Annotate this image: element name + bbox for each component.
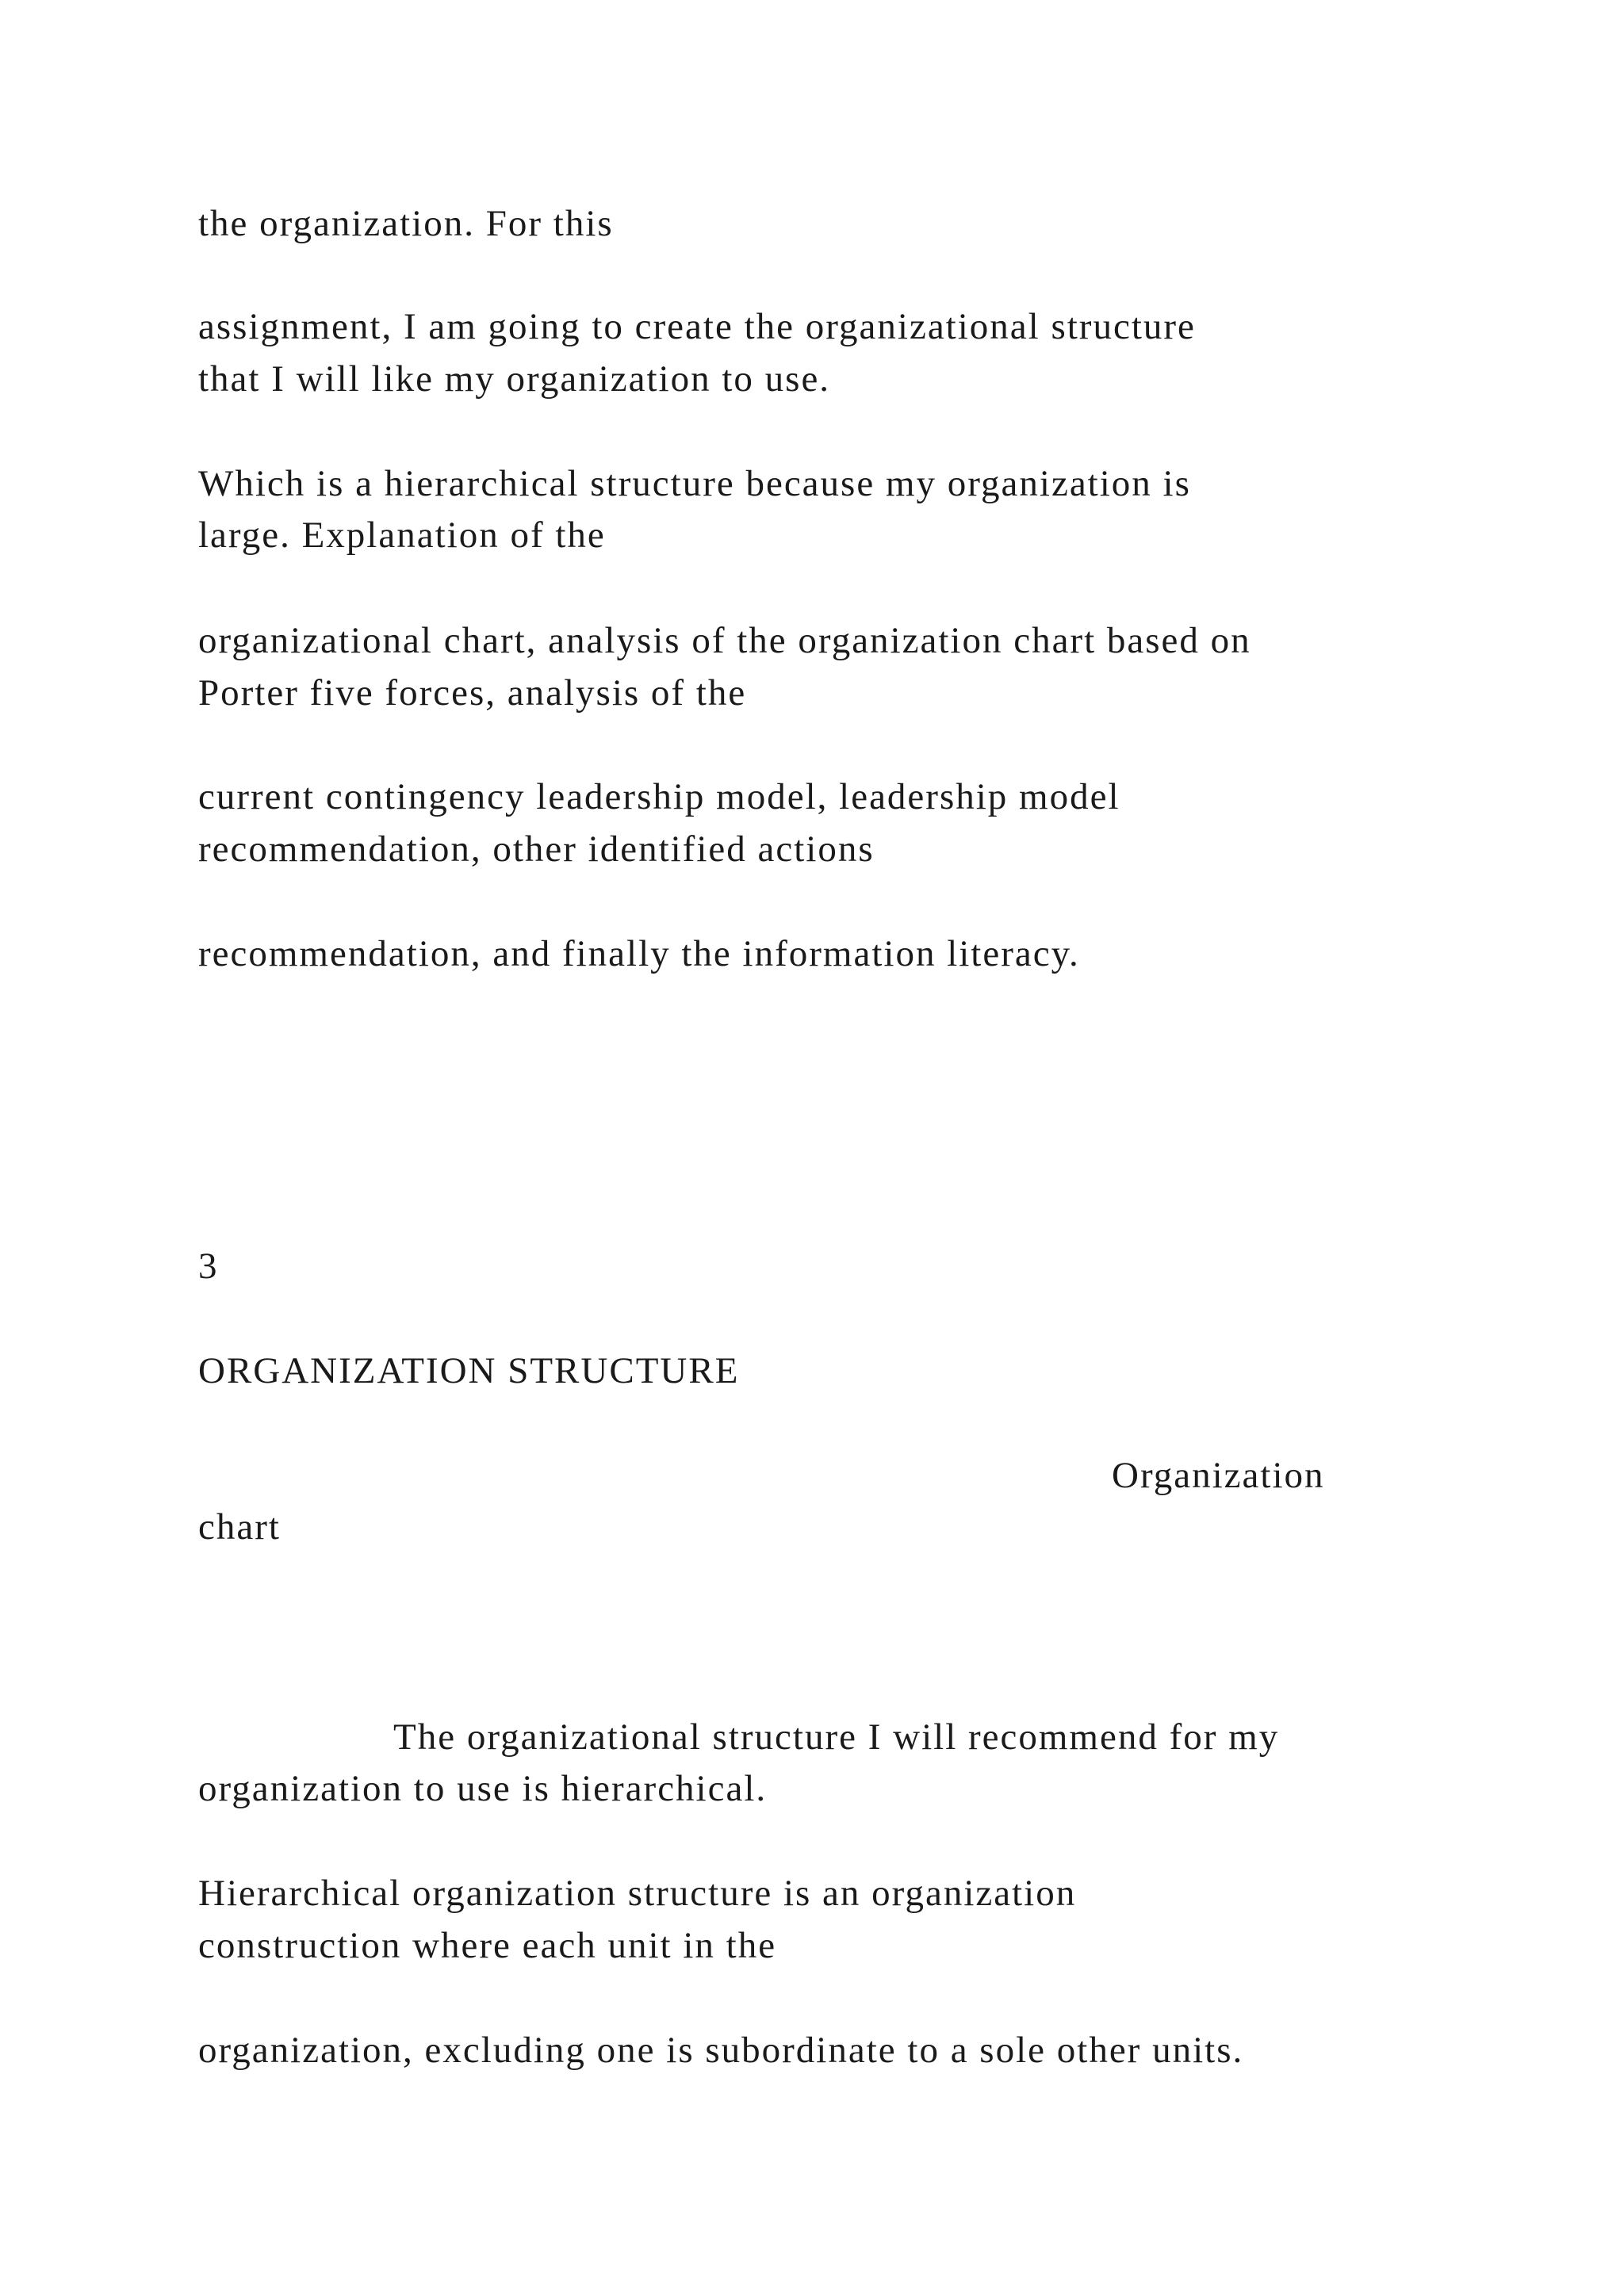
text-line: recommendation, and finally the information literacy.: [198, 933, 1080, 974]
figure-caption: Organization: [1112, 1455, 1325, 1496]
text-line: Hierarchical organization structure is an organization: [198, 1873, 1077, 1914]
figure-caption: chart: [198, 1506, 281, 1548]
text-line: organization, excluding one is subordinate to a sole other units.: [198, 2030, 1244, 2071]
text-line: large. Explanation of the: [198, 515, 606, 556]
text-line: recommendation, other identified actions: [198, 828, 875, 870]
text-line: the organization. For this: [198, 203, 614, 244]
section-heading: ORGANIZATION STRUCTURE: [198, 1350, 740, 1391]
text-line: organization to use is hierarchical.: [198, 1768, 768, 1809]
text-line: construction where each unit in the: [198, 1925, 777, 1966]
text-line: The organizational structure I will recommend for my: [393, 1716, 1280, 1758]
text-line: current contingency leadership model, leadership model: [198, 776, 1120, 817]
text-line: Which is a hierarchical structure because my organization is: [198, 463, 1191, 504]
text-line: Porter five forces, analysis of the: [198, 672, 747, 714]
text-line: that I will like my organization to use.: [198, 358, 831, 400]
text-line: organizational chart, analysis of the organization chart based on: [198, 620, 1251, 661]
page-number: 3: [198, 1246, 219, 1287]
text-line: assignment, I am going to create the organizational structure: [198, 306, 1196, 347]
